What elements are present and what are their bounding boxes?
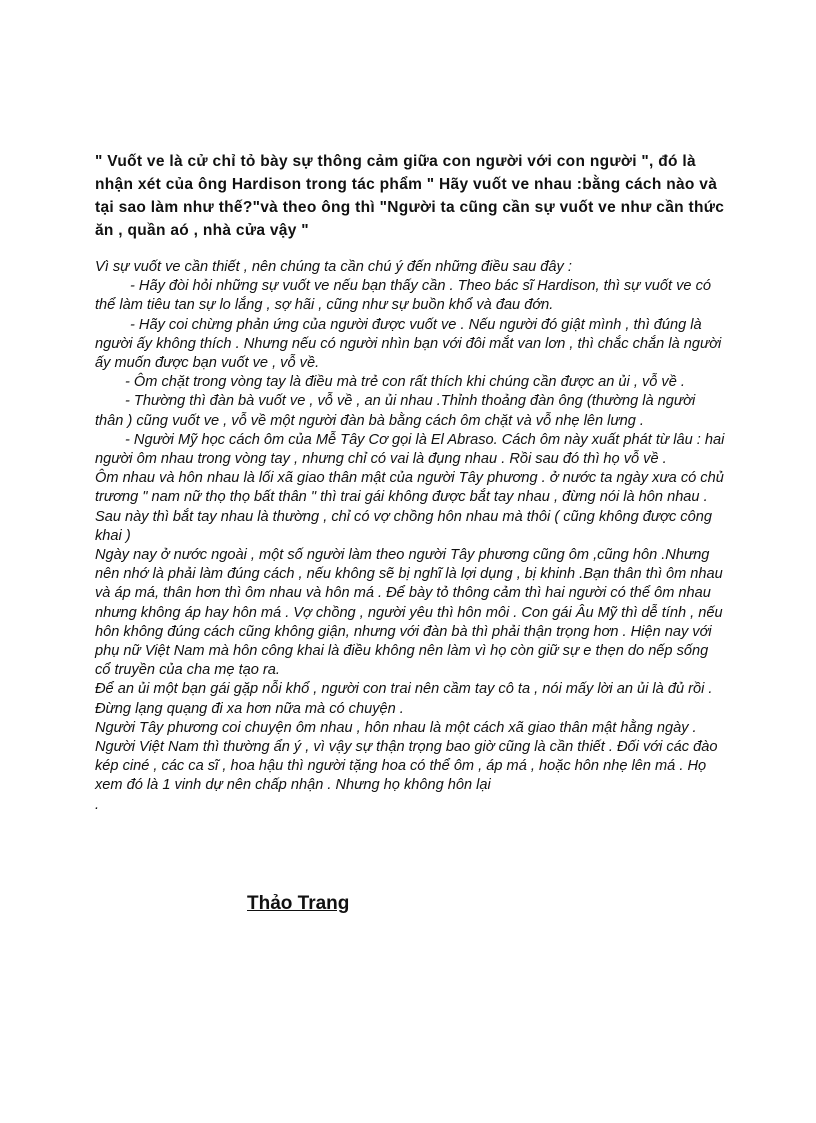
paragraph-lead: Vì sự vuốt ve cần thiết , nên chúng ta cần chú ý đến những điều sau đây : <box>95 259 572 275</box>
paragraph-tip-abraso: - Người Mỹ học cách ôm của Mễ Tây Cơ gọi là El Abraso. Cách ôm này xuất phát từ lâu : hai người ôm nhau trong vòng tay , nhưng chỉ có vai là đụng nhau . Rồi sau đó thì họ vỗ về . <box>95 431 725 468</box>
article-body <box>95 258 727 815</box>
paragraph-custom-past: Ôm nhau và hôn nhau là lối xã giao thân mật của người Tây phương . ở nước ta ngày xưa có chủ trương " nam nữ thọ thọ bất thân " thì trai gái không được bắt tay nhau , đừng nói là hôn nhau . Sau này thì bắt tay nhau là thường , chỉ có vợ chồng hôn nhau mà thôi ( cũng không được công khai ) <box>95 470 724 544</box>
paragraph-tip-hug-children: - Ôm chặt trong vòng tay là điều mà trẻ con rất thích khi chúng cần được an ủi , vỗ về . <box>125 374 685 391</box>
paragraph-western: Người Tây phương coi chuyện ôm nhau , hôn nhau là một cách xã giao thân mật hằng ngày . Người Việt Nam thì thường ẩn ý , vì vậy sự thận trọng bao giờ cũng là cần thiết . Đối với các đào kép ciné , các ca sĩ , hoa hậu thì người tặng hoa có thể ôm , áp má , hoặc hôn nhẹ lên má . Họ xem đó là 1 vinh dự nên chấp nhận . Nhưng họ không hôn lại <box>95 719 718 794</box>
paragraph-tip-reaction: - Hãy coi chừng phản ứng của người được vuốt ve . Nếu người đó giật mình , thì đúng là người ấy không thích . Nhưng nếu có người nhìn bạn với đôi mắt van lơn , thì chắc chắn là người ấy muốn được bạn vuốt ve , vỗ về. <box>95 316 722 372</box>
paragraph-tip-request: - Hãy đòi hỏi những sự vuốt ve nếu bạn thấy cần . Theo bác sĩ Hardison, thì sự vuốt ve có thể làm tiêu tan sự lo lắng , sợ hãi , cũng như sự buồn khổ và đau đớn. <box>95 278 712 314</box>
paragraph-tip-women: - Thường thì đàn bà vuốt ve , vỗ về , an ủi nhau .Thỉnh thoảng đàn ông (thường là người thân ) cũng vuốt ve , vỗ về một người đàn bà bằng cách ôm chặt và vỗ nhẹ lên lưng . <box>95 393 696 429</box>
paragraph-comfort: Để an ủi một bạn gái gặp nỗi khổ , người con trai nên cầm tay cô ta , nói mấy lời an ủi là đủ rồi . Đừng lạng quạng đi xa hơn nữa mà có chuyện . <box>95 681 713 717</box>
paragraph-custom-today: Ngày nay ở nước ngoài , một số người làm theo người Tây phương cũng ôm ,cũng hôn .Nhưng nên nhớ là phải làm đúng cách , nếu không sẽ bị nghĩ là lợi dụng , bị khinh .Bạn thân thì ôm nhau và áp má, thân hơn thì ôm nhau và hôn má . Để bày tỏ thông cảm thì hai người có thể ôm nhau nhưng không áp hay hôn má . Vợ chồng , người yêu thì hôn môi . Con gái Âu Mỹ thì dễ tính , nếu hôn không đúng cách cũng không giận, nhưng với đàn bà thì phải thận trọng hơn . Hiện nay với phụ nữ Việt Nam mà hôn công khai là điều không nên làm vì họ còn giữ sự e thẹn do nếp sống cổ truyền của cha mẹ tạo ra. <box>95 547 723 679</box>
paragraph-trailing-dot: . <box>95 796 100 813</box>
article-intro: " Vuốt ve là cử chỉ tỏ bày sự thông cảm giữa con người với con người ", đó là nhận xét của ông Hardison trong tác phẩm " Hãy vuốt ve nhau :bằng cách nào và tại sao làm như thế?"và theo ông thì "Người ta cũng cần sự vuốt ve như cần thức ăn , quần aó , nhà cửa vậy " <box>95 153 725 239</box>
author-signature: Thảo Trang <box>247 893 350 914</box>
